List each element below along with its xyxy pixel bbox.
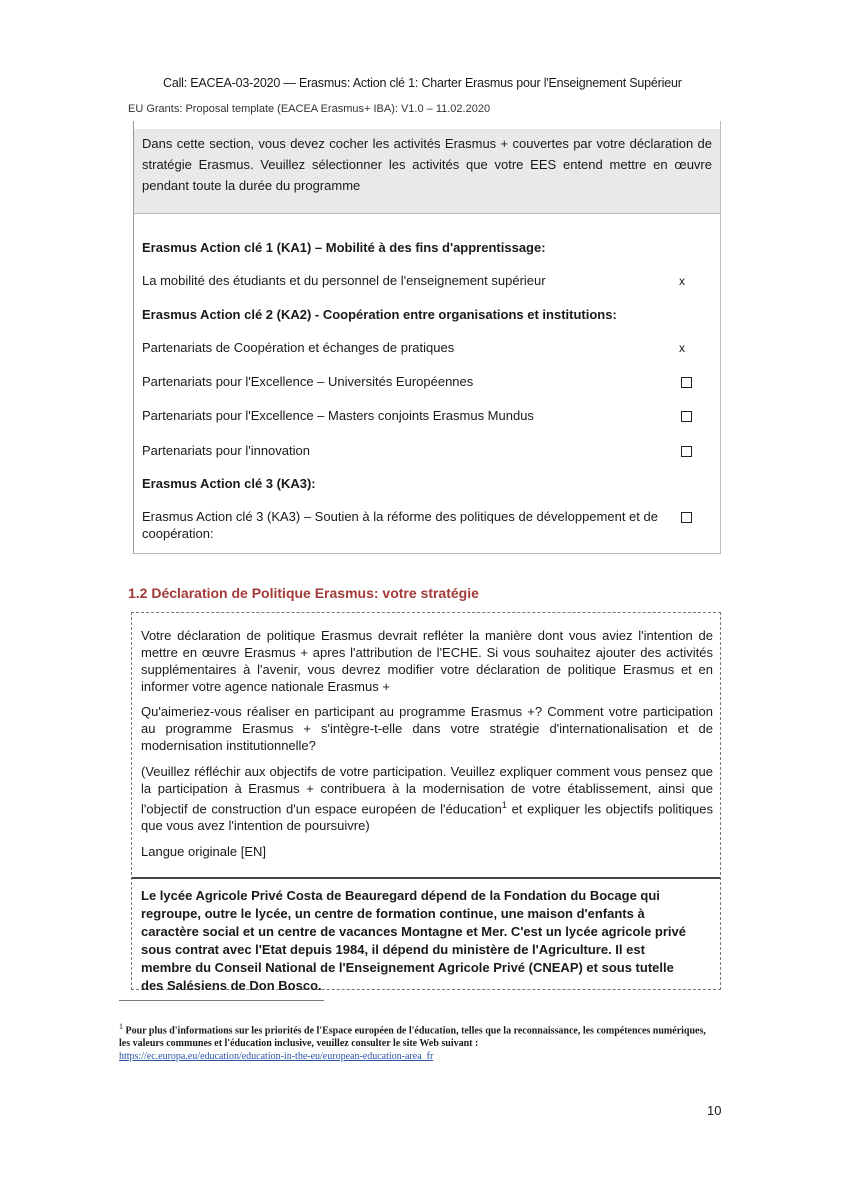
- policy-box: [131, 612, 721, 993]
- ka2-item-cooperation: Partenariats de Coopération et échanges de pratiques: [142, 340, 455, 355]
- activities-box: [133, 121, 721, 554]
- activities-intro: Dans cette section, vous devez cocher les activités Erasmus + couvertes par votre déclaration de stratégie Erasmus. Veuillez sélectionner les activités que votre EES entend mettre en œuvre pendant toute la durée du programme: [142, 136, 712, 193]
- policy-paragraph-3-start: (Veuillez réfléchir aux objectifs de votre participation. Veuillez expliquer comment vous pensez que la participation à Erasmus + contribuera à la modernisation de votre établissement, ainsi que l'objectif de construction d'un espace européen de l'éducation: [141, 764, 713, 817]
- page-number: 10: [707, 1103, 722, 1118]
- checkbox-universites[interactable]: [681, 377, 692, 388]
- footnote: [119, 1020, 709, 1063]
- policy-paragraph-3-end: et expliquer les objectifs politiques que vous avez l'intention de poursuivre): [141, 801, 714, 834]
- answer-box[interactable]: [132, 877, 720, 993]
- ka2-item-universites: Partenariats pour l'Excellence – Universités Européennes: [142, 374, 474, 389]
- policy-paragraph-3: [141, 763, 713, 834]
- footnote-number: 1: [119, 1022, 123, 1031]
- ka1-item: La mobilité des étudiants et du personnel de l'enseignement supérieur: [142, 273, 546, 288]
- policy-paragraph-2: Qu'aimeriez-vous réaliser en participant au programme Erasmus +? Comment votre participation au programme Erasmus + s'intègre-t-elle dans votre stratégie d'internationalisation et de modernisation institutionnelle?: [141, 704, 713, 753]
- footnote-rule: [119, 1000, 324, 1001]
- header-call: Call: EACEA-03-2020 — Erasmus: Action clé 1: Charter Erasmus pour l'Enseignement Supérieur: [163, 76, 682, 90]
- ka1-title: Erasmus Action clé 1 (KA1) – Mobilité à des fins d'apprentissage:: [142, 240, 546, 255]
- section-title: 1.2 Déclaration de Politique Erasmus: votre stratégie: [128, 585, 479, 601]
- ka2-title: Erasmus Action clé 2 (KA2) - Coopération entre organisations et institutions:: [142, 307, 617, 322]
- checkbox-masters[interactable]: [681, 411, 692, 422]
- original-language: Langue originale [EN]: [141, 844, 267, 859]
- header-eu-grants: EU Grants: Proposal template (EACEA Erasmus+ IBA): V1.0 – 11.02.2020: [128, 103, 491, 115]
- answer-text: Le lycée Agricole Privé Costa de Beauregard dépend de la Fondation du Bocage qui regroupe, outre le lycée, un centre de formation continue, une maison d'enfants à caractère social et un centre de vacances Montagne et Mer. C'est un lycée agricole privé sous contrat avec l'Etat depuis 1984, il dépend du ministère de l'Agriculture. Il est membre du Conseil National de l'Enseignement Agricole Privé (CNEAP) et sous tutelle des Salésiens de Don Bosco.: [141, 888, 686, 993]
- checkbox-innovation[interactable]: [681, 446, 692, 457]
- policy-paragraph-1: Votre déclaration de politique Erasmus devrait refléter la manière dont vous aviez l'intention de mettre en œuvre Erasmus + apres l'attribution de l'ECHE. Si vous souhaitez ajouter des activités supplémentaires à l'avenir, vous devrez modifier votre déclaration de politique Erasmus et en informer votre agence nationale Erasmus +: [141, 628, 713, 694]
- footnote-link[interactable]: https://ec.europa.eu/education/education-in-the-eu/european-education-area_fr: [119, 1051, 434, 1063]
- separator: [134, 213, 720, 214]
- ka1-item-mark[interactable]: x: [679, 274, 685, 288]
- ka2-item-innovation: Partenariats pour l'innovation: [142, 443, 310, 458]
- ka2-item-masters: Partenariats pour l'Excellence – Masters conjoints Erasmus Mundus: [142, 408, 534, 423]
- checkbox-ka3[interactable]: [681, 512, 692, 523]
- ka3-item: Erasmus Action clé 3 (KA3) – Soutien à la réforme des politiques de développement et de coopération:: [142, 509, 658, 541]
- footnote-reference[interactable]: 1: [501, 800, 507, 810]
- footnote-text: Pour plus d'informations sur les priorités de l'Espace européen de l'éducation, telles que la reconnaissance, les compétences numériques, les valeurs communes et l'éducation inclusive, veuillez consulter le site Web suivant :: [119, 1025, 706, 1050]
- ka2-item-cooperation-mark[interactable]: x: [679, 341, 685, 355]
- ka3-title: Erasmus Action clé 3 (KA3):: [142, 476, 316, 491]
